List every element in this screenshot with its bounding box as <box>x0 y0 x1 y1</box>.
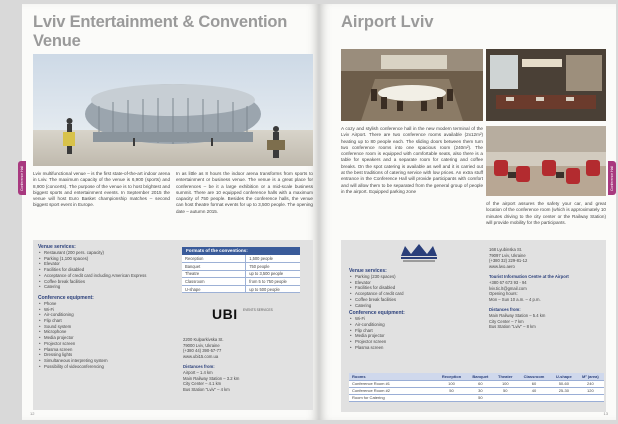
table-cell: 120 <box>577 387 604 394</box>
table-row <box>349 380 604 387</box>
table-header-row <box>349 373 604 380</box>
list-item: • Media projector <box>349 333 474 339</box>
table-cell: 100 <box>493 380 517 387</box>
left-services-list <box>38 250 173 290</box>
lounge-photo <box>486 126 606 196</box>
left-services-block <box>38 244 173 369</box>
right-equipment-title: Conference equipment: <box>349 310 405 317</box>
list-item: • Air-conditioning <box>349 322 474 328</box>
distance-item: Main Railway Station – 3.2 km <box>183 375 240 381</box>
list-item: • Air-conditioning <box>38 312 173 318</box>
column-header: Reception <box>436 373 468 380</box>
left-equipment-list <box>38 301 173 369</box>
list-item: • Dressing lights <box>38 352 173 358</box>
airport-crown-logo <box>389 242 449 264</box>
left-section-tab <box>18 161 26 195</box>
column-header: Banquet <box>467 373 493 380</box>
format-name: Reception <box>182 255 246 263</box>
email-link[interactable]: lviv.tic.lt@gmail.com <box>489 285 527 291</box>
format-value: from 5 to 750 people <box>246 278 300 286</box>
address-line: 168 Lyubinska St. <box>489 247 523 252</box>
ubi-logo-sub: EVENTS SERVICES <box>243 308 273 312</box>
right-intro-col2: of the airport assures the safety your car, and great location of the conference room (which is approximately 10 minutes driving to the city center or the Railway Station) will provide mobility for the participants. <box>486 201 606 225</box>
left-equipment-title: Conference equipment: <box>38 294 94 301</box>
list-item: • Projector screen <box>349 339 474 345</box>
list-item: • Elevator <box>38 261 173 267</box>
table-cell: 40 <box>517 387 551 394</box>
list-item: • Acceptance of credit card <box>349 291 474 297</box>
table-row <box>182 263 300 271</box>
list-item: • Facilities for disabled <box>349 285 474 291</box>
formats-title: Formats of the conventions: <box>182 247 300 255</box>
address-line: 79097 Lviv, Ukraine <box>489 252 526 258</box>
list-item: • Phone <box>38 301 173 307</box>
list-item: • Elevator <box>349 280 474 286</box>
list-item: • Catering <box>349 303 474 309</box>
table-cell <box>517 394 551 401</box>
distance-item: Bus Station "Lviv" – 8 km <box>489 324 536 330</box>
left-contact-block <box>183 337 303 392</box>
list-item: • Media projector <box>38 335 173 341</box>
table-cell: 60 <box>517 380 551 387</box>
format-name: U-shape <box>182 285 246 293</box>
info-line: Opening hours: <box>489 291 518 297</box>
right-services-list <box>349 274 474 308</box>
table-row <box>182 285 300 293</box>
format-name: Theatre <box>182 270 246 278</box>
table-row <box>182 255 300 263</box>
right-page-title: Airport Lviv <box>341 13 434 31</box>
list-item: • Flip chart <box>38 318 173 324</box>
website-link[interactable]: www.ubi15.com.ua <box>183 353 219 359</box>
column-header: Classroom <box>517 373 551 380</box>
table-cell <box>436 394 468 401</box>
left-page <box>22 4 319 420</box>
format-name: Banquet <box>182 263 246 271</box>
catering-area-photo <box>486 49 606 121</box>
list-item: • Parking (230 spaces) <box>349 274 474 280</box>
table-cell: 50 <box>436 387 468 394</box>
table-cell <box>577 394 604 401</box>
table-cell: 50 <box>493 387 517 394</box>
right-intro-col1: A cozy and stylish conference hall in the new modern terminal of the Lviv Airport. There are two conference rooms available (2x12m²) heating up to 80 people each. The sliding doors between them turn two conference rooms into one spacious room (240m²). The conference room is equipped with comfortable seats, also there is a table for speakers and a separate room for catering and coffee breaks. On the spot catering is available as well and it is carried out at the best traditions of catering service with low prices. An extra stuff entrance in the Conference Hall will provide participants with comfort and will allow them to be separated from the general group of people in the airport. Equipped parking zone <box>341 126 483 194</box>
format-name: Classroom <box>182 278 246 286</box>
list-item: • Coffee break facilities <box>38 279 173 285</box>
list-item: • Microphone <box>38 329 173 335</box>
table-cell: Room for Catering <box>349 394 436 401</box>
conference-room-photo <box>341 49 483 121</box>
brochure-spread <box>22 4 616 420</box>
info-line: Mon – Sun 10 a.m. – 4 p.m. <box>489 296 541 302</box>
right-equipment-list <box>349 316 474 350</box>
list-item: • Wi-Fi <box>349 316 474 322</box>
list-item: • Acceptance of credit card including American Express <box>38 273 173 279</box>
list-item: • Facilities for disabled <box>38 267 173 273</box>
table-cell: 240 <box>577 380 604 387</box>
list-item: • Catering <box>38 284 173 290</box>
table-cell: 50 <box>467 394 493 401</box>
ubi-logo <box>212 306 292 322</box>
table-cell <box>551 394 577 401</box>
list-item: • Simultaneous interpreting system <box>38 358 173 364</box>
distance-item: Airport – 1.4 km <box>183 369 213 375</box>
left-page-number: 12 <box>30 411 35 416</box>
format-value: up to 3,500 people <box>246 270 300 278</box>
arena-photo <box>33 54 313 166</box>
right-section-tab-label: Conference Hall <box>610 165 614 191</box>
table-cell: 100 <box>436 380 468 387</box>
list-item: • Restaurant (200 pers. capacity) <box>38 250 173 256</box>
table-cell: 60 <box>467 380 493 387</box>
table-row <box>182 270 300 278</box>
ubi-logo-text: UBI <box>212 306 238 322</box>
rooms-table <box>349 373 604 402</box>
right-services-title: Venue services: <box>349 268 387 274</box>
table-cell: Conference Room #1 <box>349 380 436 387</box>
table-cell <box>493 394 517 401</box>
table-cell: 25-30 <box>551 387 577 394</box>
list-item: • Possibility of videoconferencing <box>38 364 173 370</box>
list-item: • Coffee break facilities <box>349 297 474 303</box>
formats-table <box>182 247 300 293</box>
list-item: • Flip chart <box>349 328 474 334</box>
left-section-tab-label: Conference Hall <box>20 165 24 191</box>
table-cell: Conference Room #2 <box>349 387 436 394</box>
phone-text: (+380 32) 229-81-12 <box>489 258 528 264</box>
left-services-title: Venue services: <box>38 244 76 250</box>
distance-item: City Center – 4.1 km <box>183 381 222 387</box>
info-line: +380 67 673 93 - 94 <box>489 279 527 285</box>
right-page-number: 13 <box>603 411 608 416</box>
website-link[interactable]: www.lwo.aero <box>489 263 515 269</box>
phone-text: (+380 44) 390-57-77 <box>183 348 222 354</box>
left-intro-col2: In as little as 8 hours the indoor arena transforms from sports to entertainment or business venue. The venue is a great place for conferences – be it a large exhibition or a mid-scale business summit. There are 10 equipped conference halls with a maximum capacity of 750 people. Besides the conference halls, the venue can host theatre format events for up to 3,500 people. The opening date – autumn 2015. <box>176 171 313 214</box>
column-header: Rooms <box>349 373 436 380</box>
format-value: 750 people <box>246 263 300 271</box>
table-row <box>349 387 604 394</box>
table-row <box>182 278 300 286</box>
list-item: • Sound system <box>38 324 173 330</box>
column-header: Theater <box>493 373 517 380</box>
left-distances-title: Distances from: <box>183 364 215 370</box>
right-contact-block <box>489 247 601 330</box>
format-value: up to 500 people <box>246 285 300 293</box>
table-cell: 30 <box>467 387 493 394</box>
table-row <box>349 394 604 401</box>
right-section-tab <box>608 161 616 195</box>
distance-item: Bus Station "Lviv" – 4 km <box>183 386 230 392</box>
list-item: • Parking (1,100 spaces) <box>38 256 173 262</box>
left-intro-col1: Lviv multifunctional venue – is the first state-of-the-art indoor arena in Lviv. The maximum capacity of the venue is 6,900 (sports) and 8,900 (concerts). The purpose of the venue is to host brightest and biggest sports and entertainment events. In September 2015 the venue will host Euro Basket championship matches – second biggest sport event in Europe. <box>33 171 170 208</box>
distance-item: City Center – 7 km <box>489 318 524 324</box>
list-item: • Plasma screen <box>349 345 474 351</box>
address-line: 2200 Kulparkivska St. <box>183 337 224 342</box>
list-item: • Projector screen <box>38 341 173 347</box>
list-item: • Wi-Fi <box>38 307 173 313</box>
list-item: • Plasma screen <box>38 347 173 353</box>
table-cell: 50-60 <box>551 380 577 387</box>
column-header: U-shape <box>551 373 577 380</box>
right-services-block <box>349 268 474 350</box>
right-page <box>319 4 616 420</box>
address-line: 79000 Lviv, Ukraine <box>183 342 220 348</box>
format-value: 1,500 people <box>246 255 300 263</box>
tourist-info-title: Tourist Information Centre at the Airport <box>489 274 569 280</box>
column-header: M² (area) <box>577 373 604 380</box>
right-distances-title: Distances from: <box>489 307 521 313</box>
left-page-title: Lviv Entertainment & Convention Venue <box>33 13 288 50</box>
distance-item: Main Railway Station – 5.4 km <box>489 312 546 318</box>
